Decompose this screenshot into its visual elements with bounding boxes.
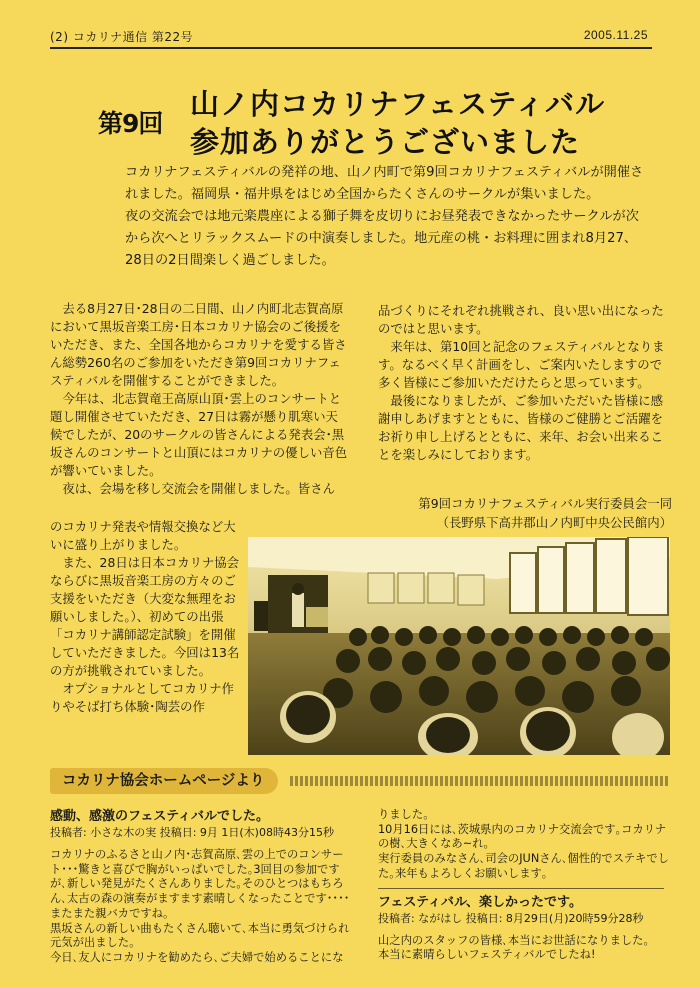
page-subtitle: 参加ありがとうございました [190, 125, 581, 159]
signature [418, 494, 672, 532]
article-paragraph: 去る8月27日･28日の二日間、山ノ内町北志賀高原において黒坂音楽工房･日本コカリナ協会のご後援をいただき、また、全国各地からコカリナを愛する皆さん総勢260名のご参加をいただき第9回コカリナフェスティバルを開催することができました。 [50, 301, 347, 388]
post-body: 実行委員のみなさん､司会のJUNさん､個性的でステキでした｡来年もよろしくお願いします｡ [378, 852, 669, 880]
post-body: 今日､友人にコカリナを勧めたら､ご夫婦で始めることにな [50, 950, 344, 964]
post-body: 10月16日には､茨城県内のコカリナ交流会です｡コカリナの樹､大きくなあ~れ｡ [378, 822, 667, 851]
post-body: 黒坂さんの新しい曲もたくさん聴いて､本当に勇気づけられ元気が出ました｡ [50, 921, 350, 950]
homepage-section-header [50, 768, 668, 794]
post-meta: 投稿者: ながはし 投稿日: 8月29日(月)20時59分28秒 [378, 911, 644, 925]
article-paragraph: オプショナルとしてコカリナ作りやそば打ち体験･陶芸の作 [50, 681, 234, 714]
article-paragraph: 品づくりにそれぞれ挑戦され、良い思い出になったのではと思います。 [378, 303, 664, 336]
lead-paragraph [125, 162, 645, 272]
lead-p1: コカリナフェスティバルの発祥の地、山ノ内町で第9回コカリナフェスティバルが開催されました。福岡県・福井県をはじめ全国からたくさんのサークルが集いました。 [125, 165, 644, 202]
post-body: りました｡ [378, 808, 429, 821]
article-column-1 [50, 300, 350, 498]
article-column-2 [378, 302, 668, 464]
article-paragraph: 夜は、会場を移し交流会を開催しました。皆さん [62, 481, 335, 496]
concert-hall-photo [248, 537, 670, 755]
article-paragraph: 最後になりましたが、ご参加いただいた皆様に感謝申しあげますとともに、皆様のご健勝とご活躍をお祈り申し上げるとともに、来年、お会い出来ることを楽しみにしております。 [378, 393, 663, 462]
homepage-column-2 [378, 808, 670, 963]
signature-address: （長野県下高井郡山ノ内町中央公民館内） [436, 515, 672, 530]
post-title: フェスティバル、楽しかったです。 [378, 894, 582, 910]
header-rule [50, 47, 652, 49]
article-paragraph: 来年は、第10回と記念のフェスティバルとなります。なるべく早く計画をし、ご案内いたしますので多く皆様にご参加いただけたらと思っています。 [378, 339, 665, 390]
post-body: 山之内のスタッフの皆様､本当にお世話になりました｡ [378, 933, 650, 947]
post-divider [378, 888, 664, 889]
article-paragraph: 今年は、北志賀竜王高原山頂･雲上のコンサートと題し開催させていただき、27日は霧が懸り肌寒い天候でしたが、20のサークルの皆さんによる発表会･黒坂さんのコンサートと山頂にはコカリナの優しい音色が響いていました。 [50, 391, 348, 478]
header-issue: (2) コカリナ通信 第22号 [50, 30, 194, 44]
event-photo [248, 537, 670, 755]
article-column-1-narrow [50, 518, 242, 716]
dotted-divider [290, 776, 668, 786]
post-body: コカリナのふるさと山ノ内･志賀高原､雲の上でのコンサート･･･驚きと喜びで胸がいっぱいでした｡3回目の参加ですが､新しい発見がたくさんありました｡そのひとつはもちろん､太古の森の演奏がますます素晴しくなったことです････またまた親バカですね｡ [50, 848, 350, 920]
post-meta: 投稿者: 小さな木の実 投稿日: 9月 1日(木)08時43分15秒 [50, 826, 334, 839]
article-paragraph: また、28日は日本コカリナ協会ならびに黒坂音楽工房の方々のご支援をいただき（大変な無理をお願いしました。）、初めての出張「コカリナ講師認定試験」を開催していただきました。今回は13名の方が挑戦されていました。 [50, 555, 240, 678]
page-title: 山ノ内コカリナフェスティバル [190, 87, 606, 121]
header-date: 2005.11.25 [583, 28, 648, 42]
post-body: 本当に素晴らしいフェスティバルでしたね! [378, 948, 596, 962]
homepage-section-title: コカリナ協会ホームページより [50, 768, 278, 794]
lead-p2: 夜の交流会では地元楽農座による獅子舞を皮切りにお昼発表できなかったサークルが次から次へとリラックスムードの中演奏しました。地元産の桃・お料理に囲まれ8月27、28日の2日間楽しく過ごしました。 [125, 209, 639, 268]
article-paragraph: のコカリナ発表や情報交換など大いに盛り上がりました。 [50, 519, 236, 552]
signature-committee: 第9回コカリナフェスティバル実行委員会一同 [418, 496, 672, 511]
post-title: 感動、感激のフェスティバルでした。 [50, 809, 270, 824]
title-prefix: 第9回 [98, 109, 163, 138]
homepage-column-1 [50, 808, 356, 966]
